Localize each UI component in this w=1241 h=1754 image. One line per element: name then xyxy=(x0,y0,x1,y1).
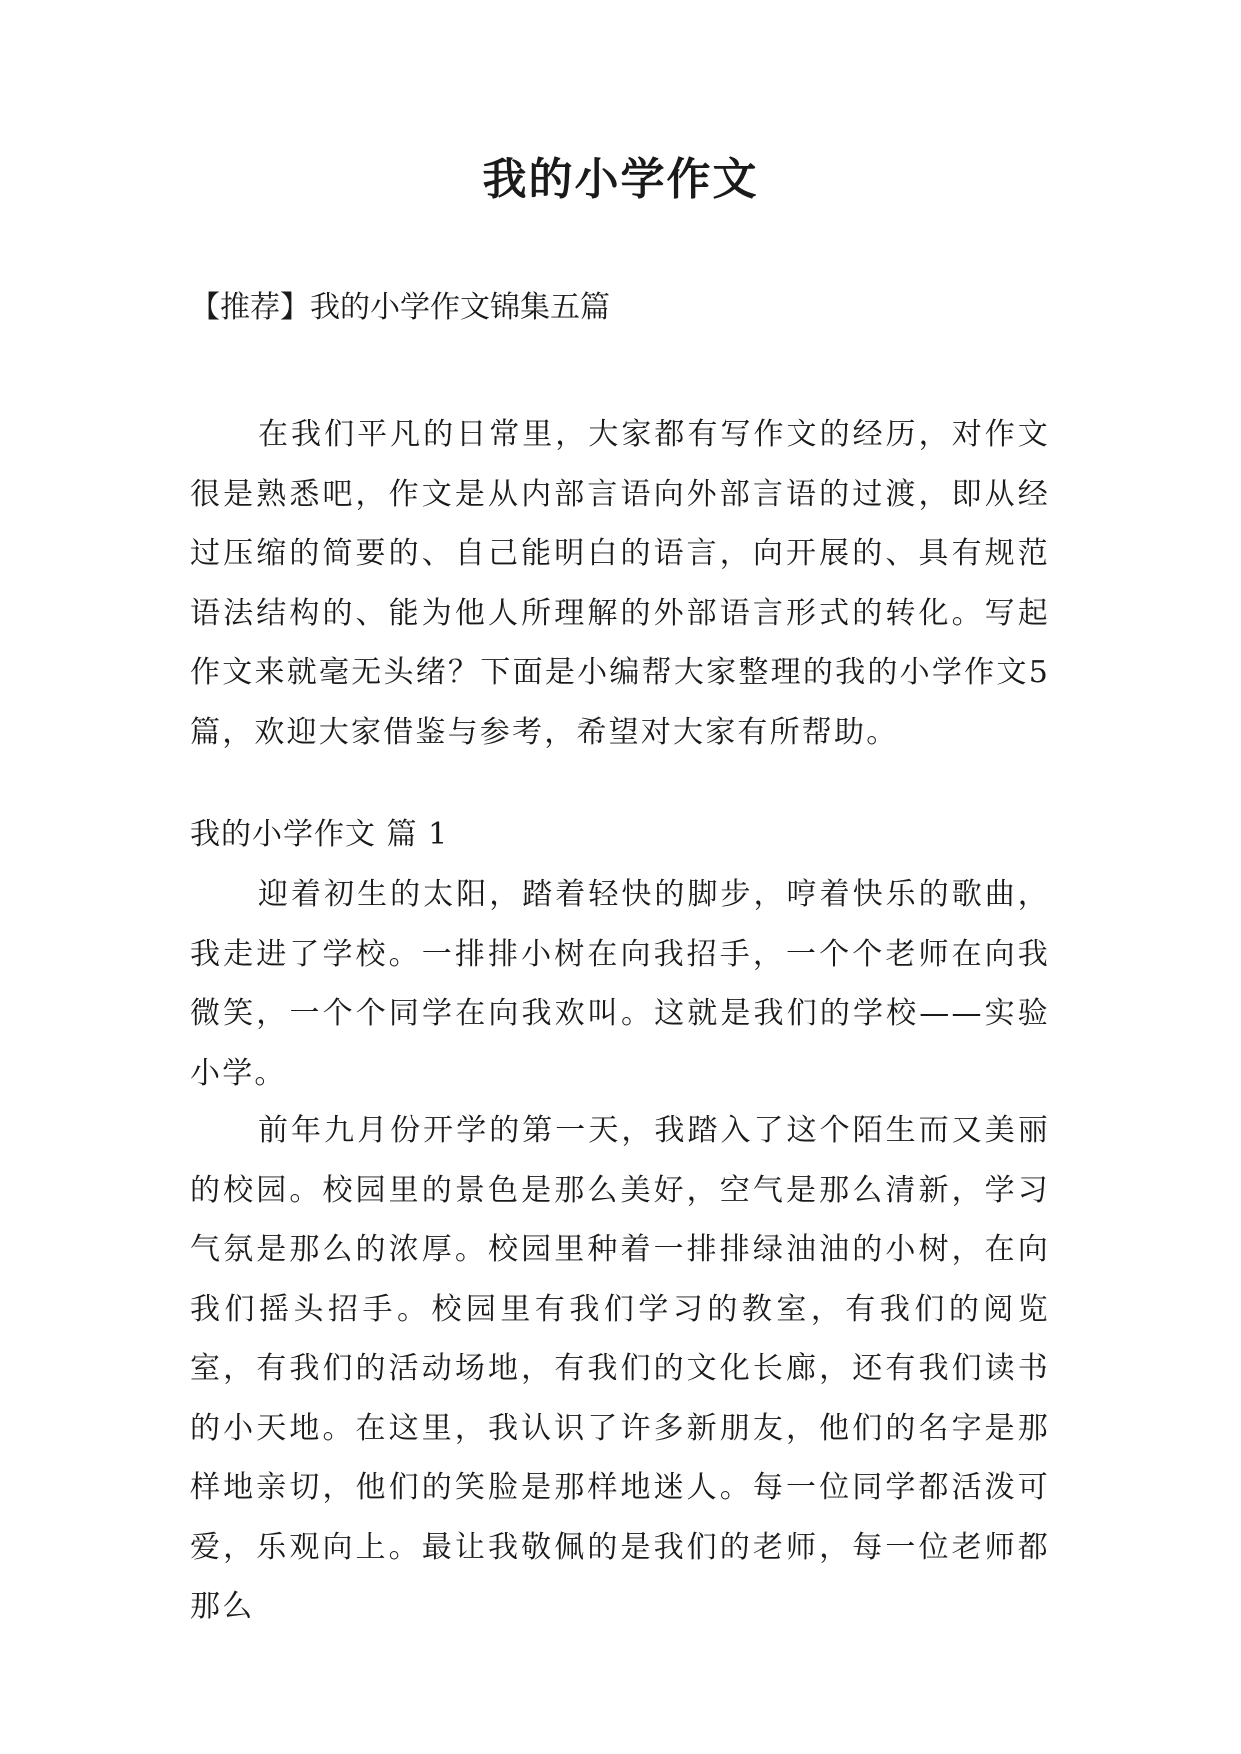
document-title: 我的小学作文 xyxy=(482,154,759,205)
document-subtitle: 【推荐】我的小学作文锦集五篇 xyxy=(190,290,610,325)
body-paragraph-1: 迎着初生的太阳，踏着轻快的脚步，哼着快乐的歌曲，我走进了学校。一排排小树在向我招手，一个个老师在向我微笑，一个个同学在向我欢叫。这就是我们的学校——实验小学。 xyxy=(190,877,1050,1091)
section-heading: 我的小学作文 篇 1 xyxy=(190,817,449,852)
body-paragraph-2: 前年九月份开学的第一天，我踏入了这个陌生而又美丽的校园。校园里的景色是那么美好，空气是那么清新，学习气氛是那么的浓厚。校园里种着一排排绿油油的小树，在向我们摇头招手。校园里有我们学习的教室，有我们的阅览室，有我们的活动场地，有我们的文化长廊，还有我们读书的小天地。在这里，我认识了许多新朋友，他们的名字是那样地亲切，他们的笑脸是那样地迷人。每一位同学都活泼可爱，乐观向上。最让我敬佩的是我们的老师，每一位老师都那么 xyxy=(190,1113,1050,1624)
intro-paragraph: 在我们平凡的日常里，大家都有写作文的经历，对作文很是熟悉吧，作文是从内部言语向外部言语的过渡，即从经过压缩的简要的、自己能明白的语言，向开展的、具有规范语法结构的、能为他人所理解的外部语言形式的转化。写起作文来就毫无头绪？下面是小编帮大家整理的我的小学作文5篇，欢迎大家借鉴与参考，希望对大家有所帮助。 xyxy=(190,417,1050,750)
